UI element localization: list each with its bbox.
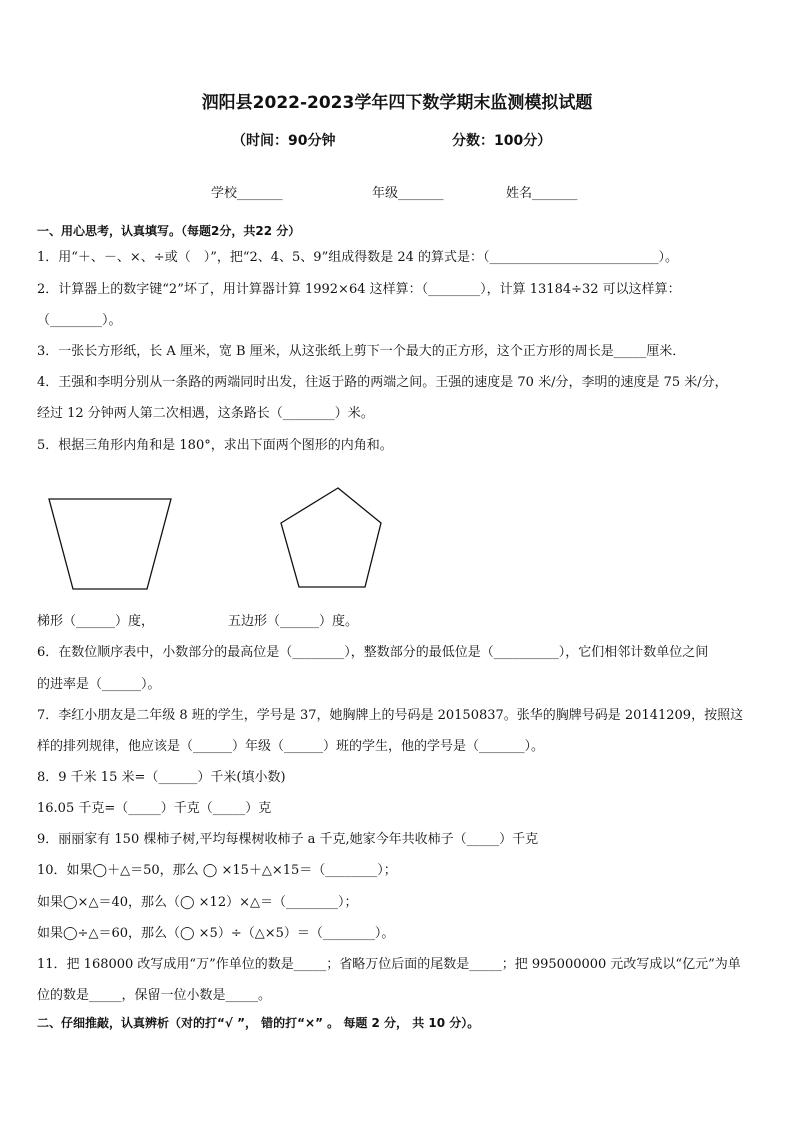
question-9: 9．丽丽家有 150 棵柿子树,平均每棵树收柿子 a 千克,她家今年共收柿子（_____）千克 [37,832,539,847]
trapezoid-figure [40,492,180,594]
section-1-heading: 一、用心思考，认真填写。（每题2分，共22 分） [37,224,301,238]
question-10-b: 如果◯×△＝40，那么（◯ ×12）×△＝（________）； [37,895,358,910]
pentagon-answer: 五边形（______）度。 [228,614,359,629]
question-11-cont: 位的数是_____，保留一位小数是_____。 [37,988,272,1003]
question-3: 3．一张长方形纸，长 A 厘米，宽 B 厘米，从这张纸上剪下一个最大的正方形，这个正方形的周长是_____厘米． [37,344,686,359]
question-7-cont: 样的排列规律，他应该是（______）年级（______）班的学生，他的学号是（_______）。 [37,739,545,754]
question-11: 11．把 168000 改写成用“万”作单位的数是_____；省略万位后面的尾数是_____；把 995000000 元改写成以“亿元”为单 [37,957,741,972]
question-8: 8．9 千米 15 米=（______）千米(填小数) [37,770,286,785]
trapezoid-answer: 梯形（______）度， [37,614,155,629]
question-4-cont: 经过 12 分钟两人第二次相遇，这条路长（________）米。 [37,406,374,421]
name-field: 姓名_______ [506,186,578,201]
exam-time: （时间：90分钟 [232,133,336,149]
question-6: 6．在数位顺序表中，小数部分的最高位是（________），整数部分的最低位是（__________），它们相邻计数单位之间 [37,645,709,660]
question-5: 5．根据三角形内角和是 180°，求出下面两个图形的内角和。 [37,438,393,453]
question-10: 10．如果◯＋△＝50，那么 ◯ ×15＋△×15＝（________）； [37,863,397,878]
question-10-c: 如果◯÷△＝60，那么（◯ ×5）÷（△×5）＝（________）。 [37,926,395,941]
question-1: 1．用“＋、－、×、÷或（ ）”，把“2、4、5、9”组成得数是 24 的算式是：（__________________________）。 [37,250,679,265]
question-2: 2．计算器上的数字键“2”坏了，用计算器计算 1992×64 这样算：（________），计算 13184÷32 可以这样算： [37,282,681,297]
question-4: 4．王强和李明分别从一条路的两端同时出发，往返于路的两端之间。王强的速度是 70 米/分，李明的速度是 75 米/分， [37,375,728,390]
school-field: 学校_______ [211,186,283,201]
question-8-cont: 16.05 千克=（_____）千克（_____）克 [37,801,272,816]
grade-field: 年级_______ [372,186,444,201]
exam-score: 分数：100分） [452,133,552,149]
exam-title: 泗阳县2022-2023学年四下数学期末监测模拟试题 [201,93,593,113]
question-6-cont: 的进率是（______）。 [37,677,161,692]
trapezoid-shape [49,499,171,589]
question-2-cont: （________）。 [37,313,122,328]
question-7: 7．李红小朋友是二年级 8 班的学生，学号是 37，她胸牌上的号码是 20150837。张华的胸牌号码是 20141209，按照这 [37,708,744,723]
pentagon-shape [281,488,381,587]
section-2-heading: 二、仔细推敲，认真辨析（对的打“√ ”， 错的打“×” 。 每题 2 分， 共 10 分）。 [37,1016,480,1030]
pentagon-figure [274,484,386,594]
